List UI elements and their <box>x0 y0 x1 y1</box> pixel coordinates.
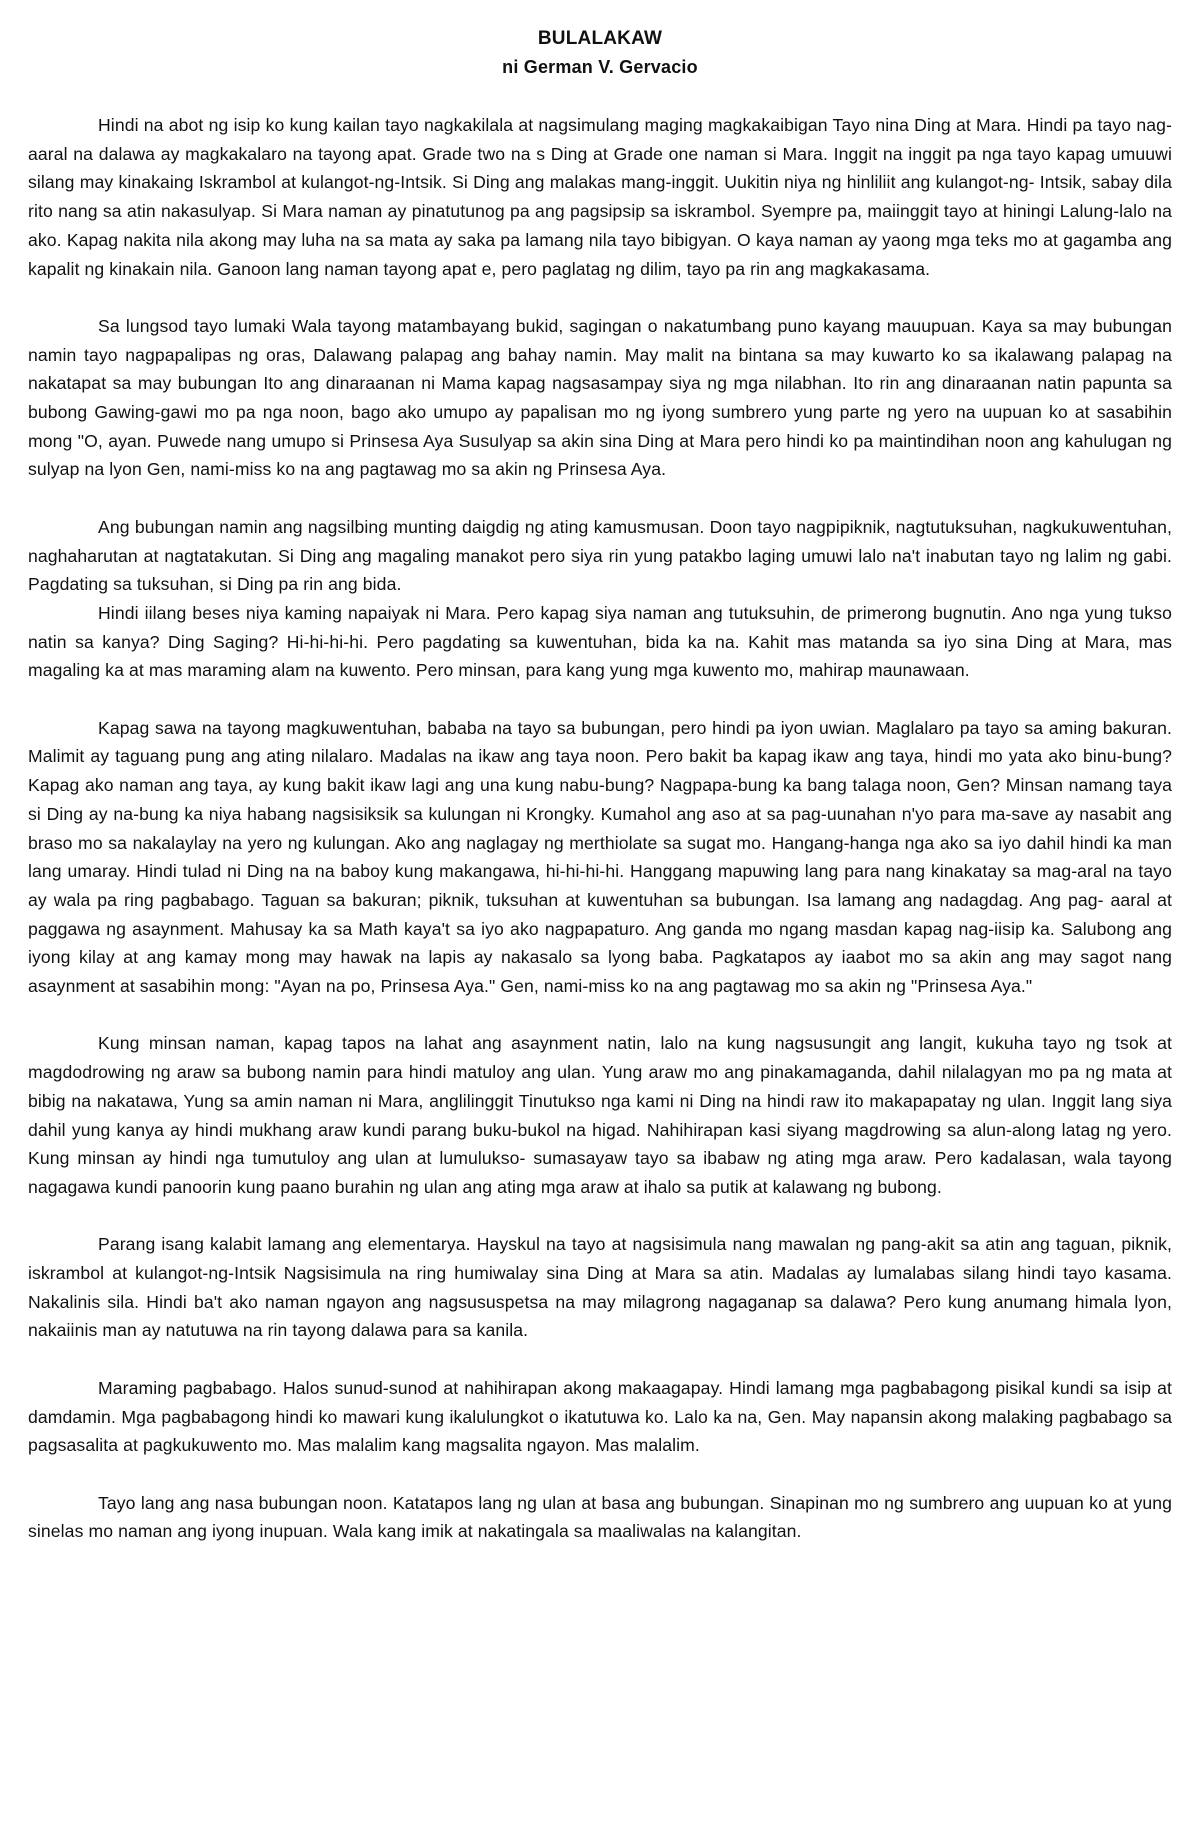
paragraph-7: Parang isang kalabit lamang ang elementarya. Hayskul na tayo at nagsisimula nang mawalan ng pang-akit sa atin ang taguan, piknik, iskrambol at kulangot-ng-Intsik Nagsisimula na ring humiwalay sina Ding at Mara sa atin. Madalas ay lumalabas silang hindi tayo kasama. Nakalinis sila. Hindi ba't ako naman ngayon ang nagsususpetsa na may milagrong nagaganap sa dalawa? Pero kung anumang himala lyon, nakaiinis man ay natutuwa na rin tayong dalawa para sa kanila. <box>28 1234 1172 1341</box>
story-title: BULALAKAW <box>537 28 663 49</box>
paragraph-6: Kung minsan naman, kapag tapos na lahat ang asaynment natin, lalo na kung nagsusungit ang langit, kukuha tayo ng tsok at magdodrowing ng araw sa bubong namin para hindi matuloy ang ulan. Yung araw mo ang pinakamaganda, dahil nilalagyan mo pa ng mata at bibig na nakatawa, Yung sa amin naman ni Mara, anglilinggit Tinutukso nga kami ni Ding na hindi raw ito makapapatay ng ulan. Inggit lang siya dahil yung kanya ay hindi mukhang araw kundi parang buku-bukol na higad. Nahihirapan kasi siyang magdrowing sa alun-along latag ng yero. Kung minsan ay hindi nga tumutuloy ang ulan at lumulukso- sumasayaw tayo sa ibabaw ng ating mga araw. Pero kadalasan, wala tayong nagagawa kundi panoorin kung paano burahin ng ulan ang ating mga araw at ihalo sa putik at kalawang ng bubong. <box>28 1033 1172 1197</box>
story-author: ni German V. Gervacio <box>502 57 698 77</box>
paragraph-3: Ang bubungan namin ang nagsilbing munting daigdig ng ating kamusmusan. Doon tayo nagpipiknik, nagtutuksuhan, nagkukuwentuhan, naghaharutan at nagtatakutan. Si Ding ang magaling manakot pero siya rin yung patakbo laging umuwi lalo na't inabutan tayo ng lalim ng gabi. Pagdating sa tuksuhan, si Ding pa rin ang bida. <box>28 516 1172 595</box>
paragraph-9: Tayo lang ang nasa bubungan noon. Katatapos lang ng ulan at basa ang bubungan. Sinapinan mo ng sumbrero ang uupuan ko at yung sinelas mo naman ang iyong inupuan. Wala kang imik at nakatingala sa maaliwalas na kalangitan. <box>28 1492 1172 1542</box>
paragraph-8: Maraming pagbabago. Halos sunud-sunod at nahihirapan akong makaagapay. Hindi lamang mga pagbabagong pisikal kundi sa isip at damdamin. Mga pagbabagong hindi ko mawari kung ikalulungkot o ikatutuwa ko. Lalo ka na, Gen. May napansin akong malaking pagbabago sa pagsasalita at pagkukuwento mo. Mas malalim kang magsalita ngayon. Mas malalim. <box>28 1377 1172 1456</box>
paragraph-4: Hindi iilang beses niya kaming napaiyak ni Mara. Pero kapag siya naman ang tutuksuhin, de primerong bugnutin. Ano nga yung tukso natin sa kanya? Ding Saging? Hi-hi-hi-hi. Pero pagdating sa kuwentuhan, bida ka na. Kahit mas matanda sa iyo sina Ding at Mara, mas magaling ka at mas maraming alam na kuwento. Pero minsan, para kang yung mga kuwento mo, mahirap maunawaan. <box>28 602 1172 681</box>
paragraph-2: Sa lungsod tayo lumaki Wala tayong matambayang bukid, sagingan o nakatumbang puno kayang mauupuan. Kaya sa may bubungan namin tayo nagpapalipas ng oras, Dalawang palapag ang bahay namin. May malit na bintana sa may kuwarto ko sa ikalawang palapag na nakatapat sa may bubungan Ito ang dinaraanan ni Mama kapag nagsasampay siya ng mga nilabhan. Ito rin ang dinaraanan natin papunta sa bubong Gawing-gawi mo pa nga noon, bago ako umupo ay papalisan mo ng iyong sumbrero yung parte ng yero na uupuan ko at sasabihin mong "O, ayan. Puwede nang umupo si Prinsesa Aya Susulyap sa akin sina Ding at Mara pero hindi ko pa maintindihan noon ang kahulugan ng sulyap na lyon Gen, nami-miss ko na ang pagtawag mo sa akin ng Prinsesa Aya. <box>28 315 1172 480</box>
paragraph-1: Hindi na abot ng isip ko kung kailan tayo nagkakilala at nagsimulang maging magkakaibigan Tayo nina Ding at Mara. Hindi pa tayo nag-aaral na dalawa ay magkakalaro na tayong apat. Grade two na s Ding at Grade one naman si Mara. Inggit na inggit pa nga tayo kapag umuuwi silang may kinakaing Iskrambol at kulangot-ng-Intsik. Si Ding ang malakas mang-inggit. Uukitin niya ng hinliliit ang kulangot-ng- Intsik, sabay dila rito nang sa atin nakasulyap. Si Mara naman ay pinatutunog pa ang pagsipsip sa iskrambol. Syempre pa, maiinggit tayo at hiningi Lalung-lalo na ako. Kapag nakita nila akong may luha na sa mata ay saka pa lamang nila tayo bibigyan. O kaya naman ay yaong mga teks mo at gagamba ang kapalit ng kinakain nila. Ganoon lang naman tayong apat e, pero paglatag ng dilim, tayo pa rin ang magkakasama. <box>28 115 1172 279</box>
paragraph-5: Kapag sawa na tayong magkuwentuhan, bababa na tayo sa bubungan, pero hindi pa iyon uwian. Maglalaro pa tayo sa aming bakuran. Malimit ay taguang pung ang ating nilalaro. Madalas na ikaw ang taya noon. Pero bakit ba kapag ikaw ang taya, hindi mo yata ako binu-bung? Kapag ako naman ang taya, ay kung bakit ikaw lagi ang una kung nabu-bung? Nagpapa-bung ka bang talaga noon, Gen? Minsan namang taya si Ding ay na-bung ka niya habang nagsisiksik sa kulungan ni Krongky. Kumahol ang aso at sa pag-uunahan n'yo para ma-save ay nasabit ang braso mo sa nakalaylay na yero ng kulungan. Ako ang naglagay ng merthiolate sa sugat mo. Hangang-hanga nga ako sa iyo dahil hindi ka man lang umaray. Hindi tulad ni Ding na na baboy kung makangawa, hi-hi-hi-hi. Hanggang mapuwing lang para nang kinakatay sa mag-aral na tayo ay wala pa ring pagbabago. Taguan sa bakuran; piknik, tuksuhan at kuwentuhan sa bubungan. Isa lamang ang nadagdag. Ang pag- aaral at paggawa ng asaynment. Mahusay ka sa Math kaya't sa iyo ako nagpapaturo. Ang ganda mo ngang masdan kapag nag-iisip ka. Salubong ang iyong kilay at ang kamay mong may hawak na lapis ay nakasalo sa lyong baba. Pagkatapos ay iaabot mo sa akin ang may sagot nang asaynment at sasabihin mong: "Ayan na po, Prinsesa Aya." Gen, nami-miss ko na ang pagtawag mo sa akin ng "Prinsesa Aya." <box>28 717 1172 997</box>
